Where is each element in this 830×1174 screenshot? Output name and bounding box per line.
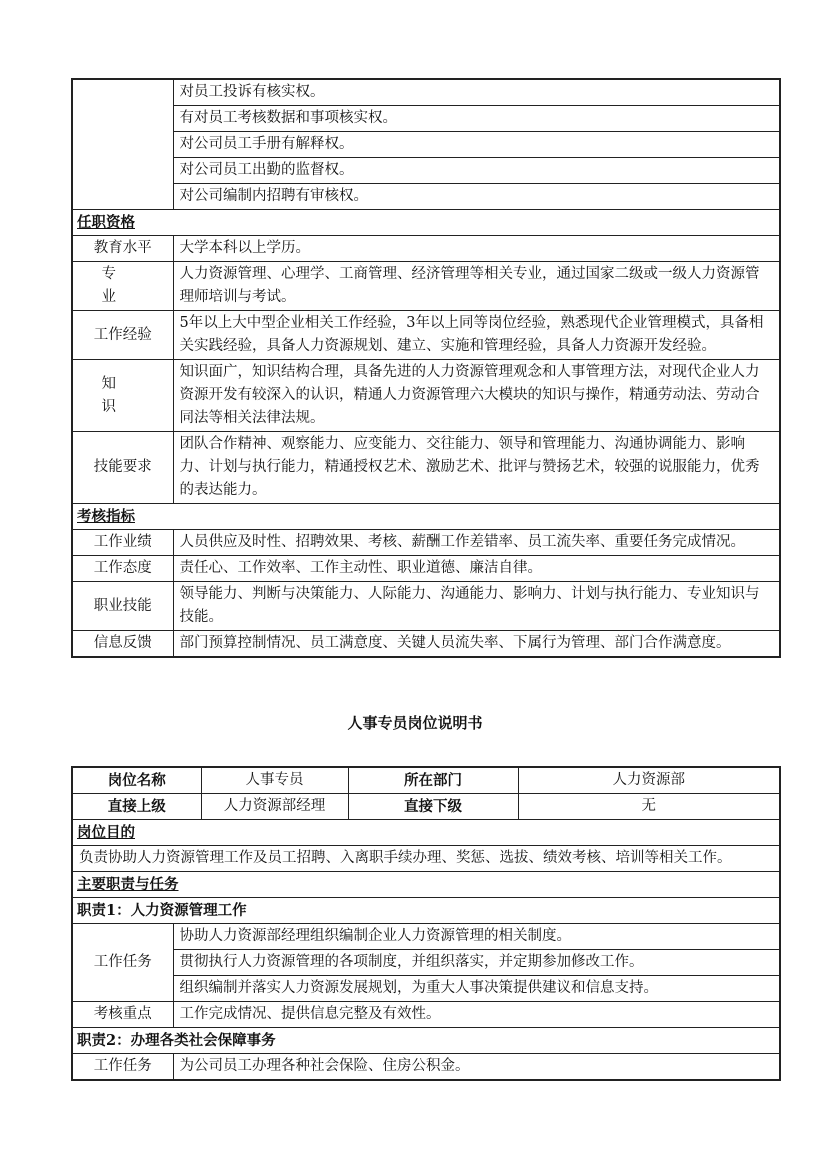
duty2-heading: 职责2：办理各类社会保障事务 bbox=[72, 1028, 780, 1054]
section-row bbox=[72, 898, 780, 924]
duty1-focus-label: 考核重点 bbox=[72, 1002, 173, 1028]
feedback-value: 部门预算控制情况、员工满意度、关键人员流失率、下属行为管理、部门合作满意度。 bbox=[173, 631, 780, 658]
position-name-label: 岗位名称 bbox=[72, 767, 201, 794]
performance-value: 人员供应及时性、招聘效果、考核、薪酬工作差错率、员工流失率、重要任务完成情况。 bbox=[173, 530, 780, 556]
position-name-value: 人事专员 bbox=[201, 767, 348, 794]
section-row bbox=[72, 504, 780, 530]
education-label: 教育水平 bbox=[72, 236, 173, 262]
duty1-task-label: 工作任务 bbox=[72, 924, 173, 1002]
table-row bbox=[72, 924, 780, 950]
table-row bbox=[72, 631, 780, 658]
table-row bbox=[72, 846, 780, 872]
table-row bbox=[72, 311, 780, 360]
table-row bbox=[72, 132, 780, 158]
table-row bbox=[72, 158, 780, 184]
table-row bbox=[72, 556, 780, 582]
table-row bbox=[72, 530, 780, 556]
auth-item: 对公司员工手册有解释权。 bbox=[173, 132, 780, 158]
document-title: 人事专员岗位说明书 bbox=[347, 714, 483, 732]
experience-label: 工作经验 bbox=[72, 311, 173, 360]
skills-label: 技能要求 bbox=[72, 432, 173, 504]
table-row bbox=[72, 582, 780, 631]
purpose-text: 负责协助人力资源管理工作及员工招聘、入离职手续办理、奖惩、选拔、绩效考核、培训等相关工作。 bbox=[72, 846, 780, 872]
education-value: 大学本科以上学历。 bbox=[173, 236, 780, 262]
duty1-heading: 职责1：人力资源管理工作 bbox=[72, 898, 780, 924]
experience-value: 5年以上大中型企业相关工作经验，3年以上同等岗位经验，熟悉现代企业管理模式，具备相关实践经验，具备人力资源规划、建立、实施和管理经验，具备人力资源开发经验。 bbox=[173, 311, 780, 360]
table-row bbox=[72, 976, 780, 1002]
purpose-heading: 岗位目的 bbox=[72, 820, 780, 846]
qualification-heading: 任职资格 bbox=[72, 210, 780, 236]
duty2-task-label: 工作任务 bbox=[72, 1054, 173, 1081]
kpi-heading: 考核指标 bbox=[72, 504, 780, 530]
table-row bbox=[72, 360, 780, 432]
table-row bbox=[72, 1054, 780, 1081]
job-description-table bbox=[71, 766, 781, 1081]
department-value: 人力资源部 bbox=[518, 767, 780, 794]
auth-item: 对公司员工出勤的监督权。 bbox=[173, 158, 780, 184]
supervisor-label: 直接上级 bbox=[72, 794, 201, 820]
table-row bbox=[72, 184, 780, 210]
auth-item: 对公司编制内招聘有审核权。 bbox=[173, 184, 780, 210]
auth-item: 对员工投诉有核实权。 bbox=[173, 79, 780, 106]
major-label: 专 业 bbox=[72, 262, 173, 311]
qualification-table bbox=[71, 78, 781, 658]
major-value: 人力资源管理、心理学、工商管理、经济管理等相关专业，通过国家二级或一级人力资源管理师培训与考试。 bbox=[173, 262, 780, 311]
performance-label: 工作业绩 bbox=[72, 530, 173, 556]
table-row bbox=[72, 106, 780, 132]
table-row bbox=[72, 794, 780, 820]
duty1-task-item: 组织编制并落实人力资源发展规划，为重大人事决策提供建议和信息支持。 bbox=[173, 976, 780, 1002]
section-row bbox=[72, 1028, 780, 1054]
duty1-task-item: 协助人力资源部经理组织编制企业人力资源管理的相关制度。 bbox=[173, 924, 780, 950]
table-row bbox=[72, 767, 780, 794]
subordinate-label: 直接下级 bbox=[348, 794, 518, 820]
knowledge-value: 知识面广，知识结构合理，具备先进的人力资源管理观念和人事管理方法，对现代企业人力资源开发有较深入的认识，精通人力资源管理六大模块的知识与操作，精通劳动法、劳动合同法等相关法律法规。 bbox=[173, 360, 780, 432]
duties-heading: 主要职责与任务 bbox=[72, 872, 780, 898]
table-row bbox=[72, 1002, 780, 1028]
skills-value: 团队合作精神、观察能力、应变能力、交往能力、领导和管理能力、沟通协调能力、影响力、计划与执行能力，精通授权艺术、激励艺术、批评与赞扬艺术，较强的说服能力，优秀的表达能力。 bbox=[173, 432, 780, 504]
feedback-label: 信息反馈 bbox=[72, 631, 173, 658]
professional-skill-value: 领导能力、判断与决策能力、人际能力、沟通能力、影响力、计划与执行能力、专业知识与技能。 bbox=[173, 582, 780, 631]
supervisor-value: 人力资源部经理 bbox=[201, 794, 348, 820]
attitude-label: 工作态度 bbox=[72, 556, 173, 582]
department-label: 所在部门 bbox=[348, 767, 518, 794]
table-row bbox=[72, 432, 780, 504]
table-row bbox=[72, 79, 780, 106]
section-row bbox=[72, 820, 780, 846]
duty1-task-item: 贯彻执行人力资源管理的各项制度，并组织落实，并定期参加修改工作。 bbox=[173, 950, 780, 976]
table-row bbox=[72, 950, 780, 976]
knowledge-label: 知 识 bbox=[72, 360, 173, 432]
duty1-focus-value: 工作完成情况、提供信息完整及有效性。 bbox=[173, 1002, 780, 1028]
auth-item: 有对员工考核数据和事项核实权。 bbox=[173, 106, 780, 132]
duty2-task-item: 为公司员工办理各种社会保险、住房公积金。 bbox=[173, 1054, 780, 1081]
subordinate-value: 无 bbox=[518, 794, 780, 820]
section-row bbox=[72, 210, 780, 236]
table-row bbox=[72, 236, 780, 262]
attitude-value: 责任心、工作效率、工作主动性、职业道德、廉洁自律。 bbox=[173, 556, 780, 582]
table-row bbox=[72, 262, 780, 311]
auth-label-cell bbox=[72, 79, 173, 210]
section-row bbox=[72, 872, 780, 898]
professional-skill-label: 职业技能 bbox=[72, 582, 173, 631]
